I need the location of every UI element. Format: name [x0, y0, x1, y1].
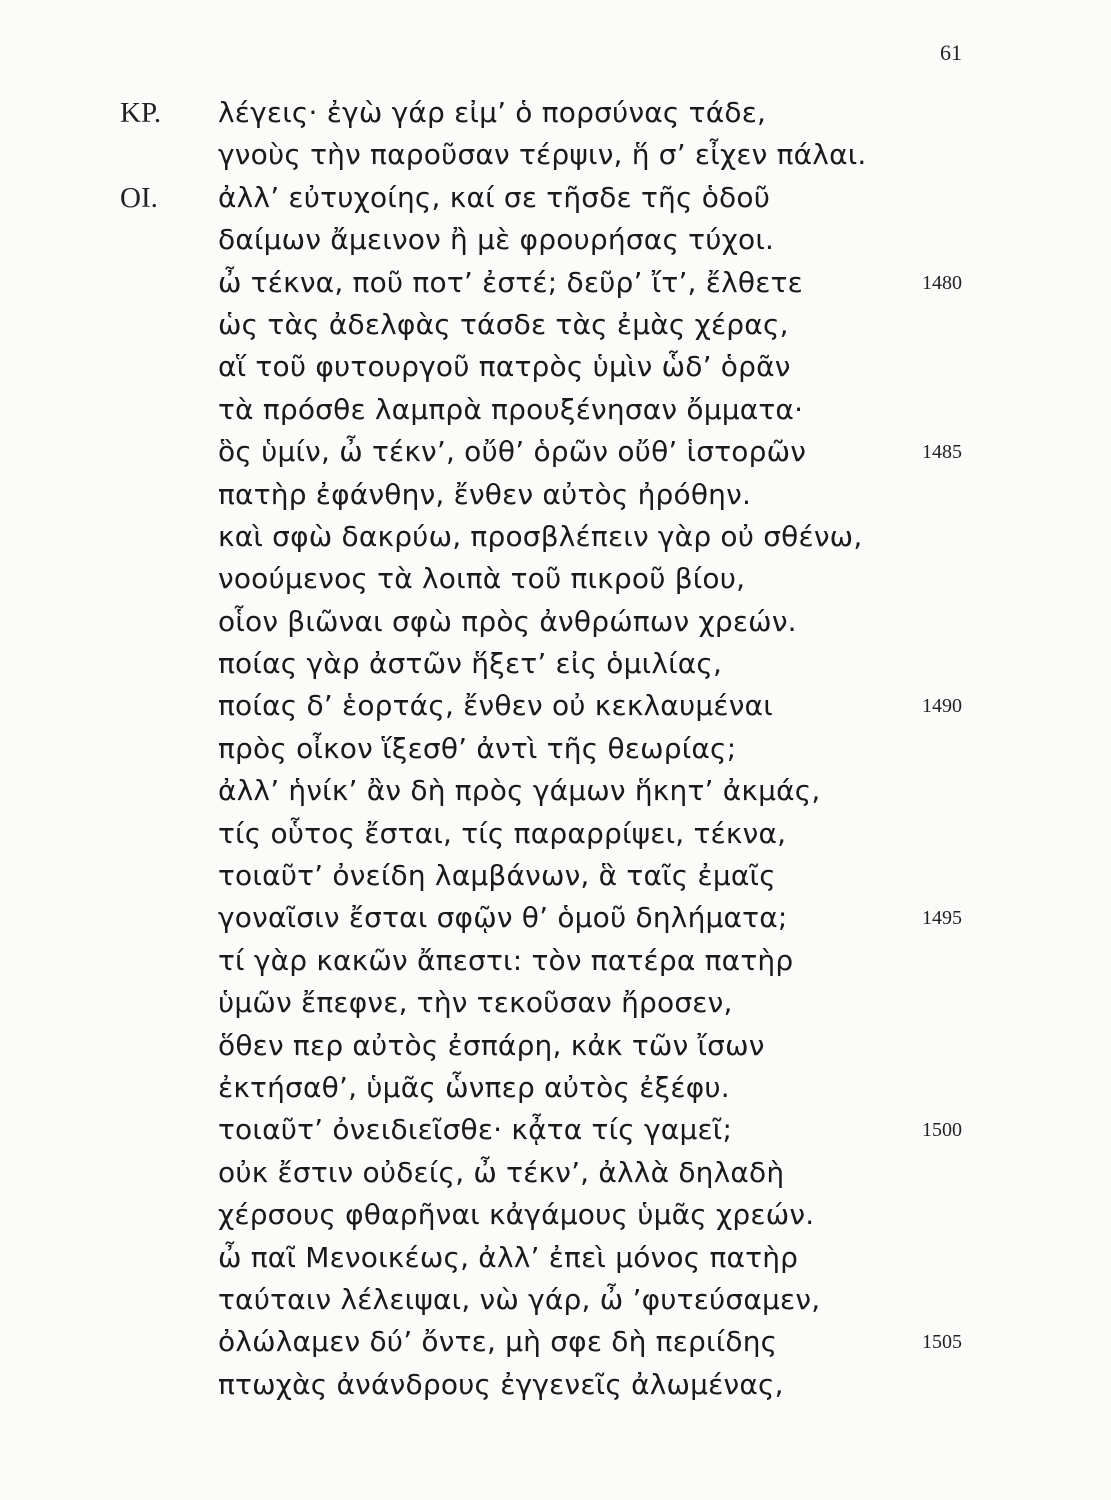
verse-line [0, 134, 1111, 176]
verse-line [0, 431, 1111, 473]
verse-text: ἀλλ’ εὐτυχοίης, καί σε τῆσδε τῆς ὁδοῦ [218, 180, 771, 214]
verse-text: τίς οὗτος ἔσται, τίς παραρρίψει, τέκνα, [218, 816, 787, 850]
verse-text: ταύταιν λέλειψαι, νὼ γάρ, ὦ ’φυτεύσαμεν, [218, 1282, 821, 1316]
verse-line [0, 1279, 1111, 1321]
verse-line [0, 389, 1111, 431]
verse-text: οἷον βιῶναι σφὼ πρὸς ἀνθρώπων χρεών. [218, 604, 797, 638]
verse-text: ὀλώλαμεν δύ’ ὄντε, μὴ σφε δὴ περιίδης [218, 1325, 778, 1359]
verse-text: ὦ τέκνα, ποῦ ποτ’ ἐστέ; δεῦρ’ ἴτ’, ἔλθετε [218, 265, 803, 299]
verse-line [0, 262, 1111, 304]
verse-line [0, 601, 1111, 643]
verse-line [0, 1321, 1111, 1363]
verse-line [0, 855, 1111, 897]
verse-text: τοιαῦτ’ ὀνειδιεῖσθε· κᾆτα τίς γαμεῖ; [218, 1113, 733, 1147]
verse-text: ποίας γὰρ ἀστῶν ἥξετ’ εἰς ὁμιλίας, [218, 647, 723, 681]
verse-text: πρὸς οἶκον ἵξεσθ’ ἀντὶ τῆς θεωρίας; [218, 731, 737, 765]
verse-block [0, 92, 1111, 1406]
verse-line [0, 474, 1111, 516]
verse-text: καὶ σφὼ δακρύω, προσβλέπειν γὰρ οὐ σθένω, [218, 519, 863, 553]
line-number: 1500 [922, 1119, 962, 1142]
verse-line [0, 92, 1111, 134]
verse-text: τοιαῦτ’ ὀνείδη λαμβάνων, ἃ ταῖς ἐμαῖς [218, 859, 776, 893]
line-number: 1505 [922, 1331, 962, 1354]
verse-line [0, 1067, 1111, 1109]
verse-text: ὡς τὰς ἀδελφὰς τάσδε τὰς ἐμὰς χέρας, [218, 307, 789, 341]
verse-text: αἵ τοῦ φυτουργοῦ πατρὸς ὑμὶν ὧδ’ ὁρᾶν [218, 350, 791, 384]
verse-text: λέγεις· ἐγὼ γάρ εἰμ’ ὁ πορσύνας τάδε, [218, 96, 767, 129]
verse-text: ἐκτήσαθ’, ὑμᾶς ὧνπερ αὐτὸς ἐξέφυ. [218, 1070, 730, 1104]
verse-line [0, 1237, 1111, 1279]
verse-line [0, 1109, 1111, 1151]
verse-text: νοούμενος τὰ λοιπὰ τοῦ πικροῦ βίου, [218, 562, 746, 596]
line-number: 1480 [922, 271, 962, 294]
verse-text: τὰ πρόσθε λαμπρὰ προυξένησαν ὄμματα· [218, 392, 804, 426]
verse-text: τί γὰρ κακῶν ἄπεστι: τὸν πατέρα πατὴρ [218, 943, 794, 977]
verse-line [0, 1364, 1111, 1406]
verse-line [0, 1025, 1111, 1067]
verse-text: πτωχὰς ἀνάνδρους ἐγγενεῖς ἀλωμένας, [218, 1367, 784, 1401]
verse-line [0, 982, 1111, 1024]
verse-text: γοναῖσιν ἔσται σφῷν θ’ ὁμοῦ δηλήματα; [218, 901, 788, 935]
verse-line [0, 1152, 1111, 1194]
verse-line [0, 558, 1111, 600]
verse-line [0, 813, 1111, 855]
verse-text: ὃς ὑμίν, ὦ τέκν’, οὔθ’ ὁρῶν οὔθ’ ἱστορῶν [218, 435, 807, 469]
line-number: 1485 [922, 441, 962, 464]
verse-line [0, 940, 1111, 982]
verse-line [0, 1194, 1111, 1236]
verse-text: ἀλλ’ ἡνίκ’ ἂν δὴ πρὸς γάμων ἥκητ’ ἀκμάς, [218, 774, 821, 808]
verse-text: δαίμων ἄμεινον ἢ μὲ φρουρήσας τύχοι. [218, 223, 775, 257]
speaker-label: ΟΙ. [120, 181, 158, 214]
verse-line [0, 685, 1111, 727]
verse-line [0, 643, 1111, 685]
verse-text: ὦ παῖ Μενοικέως, ἀλλ’ ἐπεὶ μόνος πατὴρ [218, 1240, 799, 1274]
page-number: 61 [940, 40, 962, 65]
verse-line [0, 770, 1111, 812]
verse-line [0, 177, 1111, 219]
verse-text: ὑμῶν ἔπεφνε, τὴν τεκοῦσαν ἤροσεν, [218, 986, 733, 1020]
verse-text: ποίας δ’ ἑορτάς, ἔνθεν οὐ κεκλαυμέναι [218, 689, 773, 723]
verse-text: οὐκ ἔστιν οὐδείς, ὦ τέκν’, ἀλλὰ δηλαδὴ [218, 1155, 785, 1189]
verse-text: πατὴρ ἐφάνθην, ἔνθεν αὐτὸς ἠρόθην. [218, 477, 752, 511]
verse-line [0, 304, 1111, 346]
line-number: 1495 [922, 907, 962, 930]
verse-line [0, 346, 1111, 388]
verse-line [0, 219, 1111, 261]
verse-line [0, 728, 1111, 770]
verse-text: ὅθεν περ αὐτὸς ἐσπάρη, κἀκ τῶν ἴσων [218, 1028, 765, 1062]
verse-line [0, 516, 1111, 558]
speaker-label: ΚΡ. [120, 97, 162, 129]
verse-text: γνοὺς τὴν παροῦσαν τέρψιν, ἥ σ’ εἶχεν πάλαι. [218, 138, 867, 172]
line-number: 1490 [922, 695, 962, 718]
verse-line [0, 897, 1111, 939]
verse-text: χέρσους φθαρῆναι κἀγάμους ὑμᾶς χρεών. [218, 1198, 815, 1232]
